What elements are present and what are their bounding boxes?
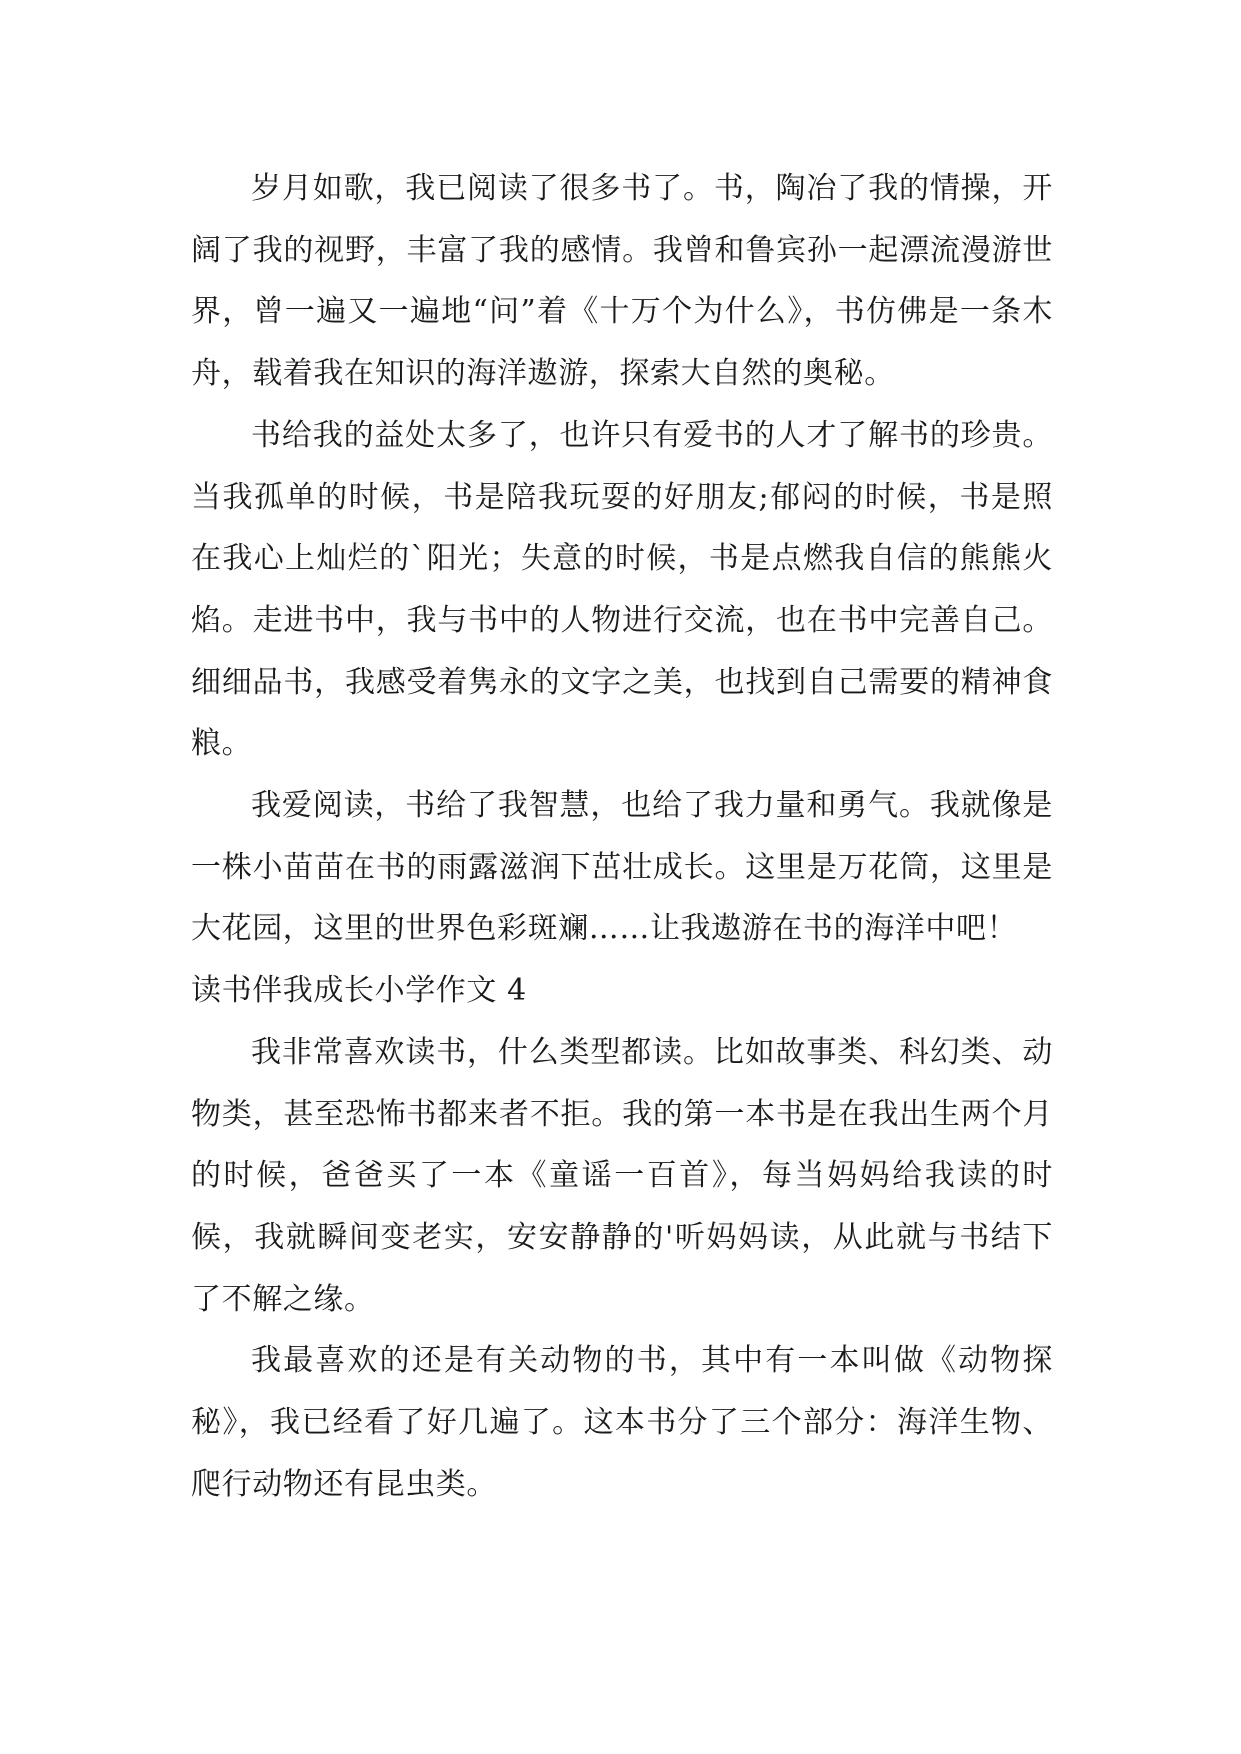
paragraph-5: 我最喜欢的还是有关动物的书，其中有一本叫做《动物探秘》，我已经看了好几遍了。这本书分了三个部分：海洋生物、爬行动物还有昆虫类。 [191,1343,1053,1502]
section-title: 读书伴我成长小学作文 4 [191,973,527,1009]
paragraph-2: 书给我的益处太多了，也许只有爱书的人才了解书的珍贵。当我孤单的时候，书是陪我玩耍的好朋友;郁闷的时候，书是照在我心上灿烂的`阳光；失意的时候，书是点燃我自信的熊熊火焰。走进书中，我与书中的人物进行交流，也在书中完善自己。细细品书，我感受着隽永的文字之美，也找到自己需要的精神食粮。 [191,417,1053,762]
paragraph-3: 我爱阅读，书给了我智慧，也给了我力量和勇气。我就像是一株小苗苗在书的雨露滋润下茁壮成长。这里是万花筒，这里是大花园，这里的世界色彩斑斓……让我遨游在书的海洋中吧！ [191,788,1053,947]
document-page [191,158,1053,1515]
paragraph-1: 岁月如歌，我已阅读了很多书了。书，陶冶了我的情操，开阔了我的视野，丰富了我的感情。我曾和鲁宾孙一起漂流漫游世界，曾一遍又一遍地“问”着《十万个为什么》，书仿佛是一条木舟，载着我在知识的海洋遨游，探索大自然的奥秘。 [191,171,1053,392]
paragraph-4: 我非常喜欢读书，什么类型都读。比如故事类、科幻类、动物类，甚至恐怖书都来者不拒。我的第一本书是在我出生两个月的时候，爸爸买了一本《童谣一百首》，每当妈妈给我读的时候，我就瞬间变老实，安安静静的'听妈妈读，从此就与书结下了不解之缘。 [191,1034,1053,1317]
